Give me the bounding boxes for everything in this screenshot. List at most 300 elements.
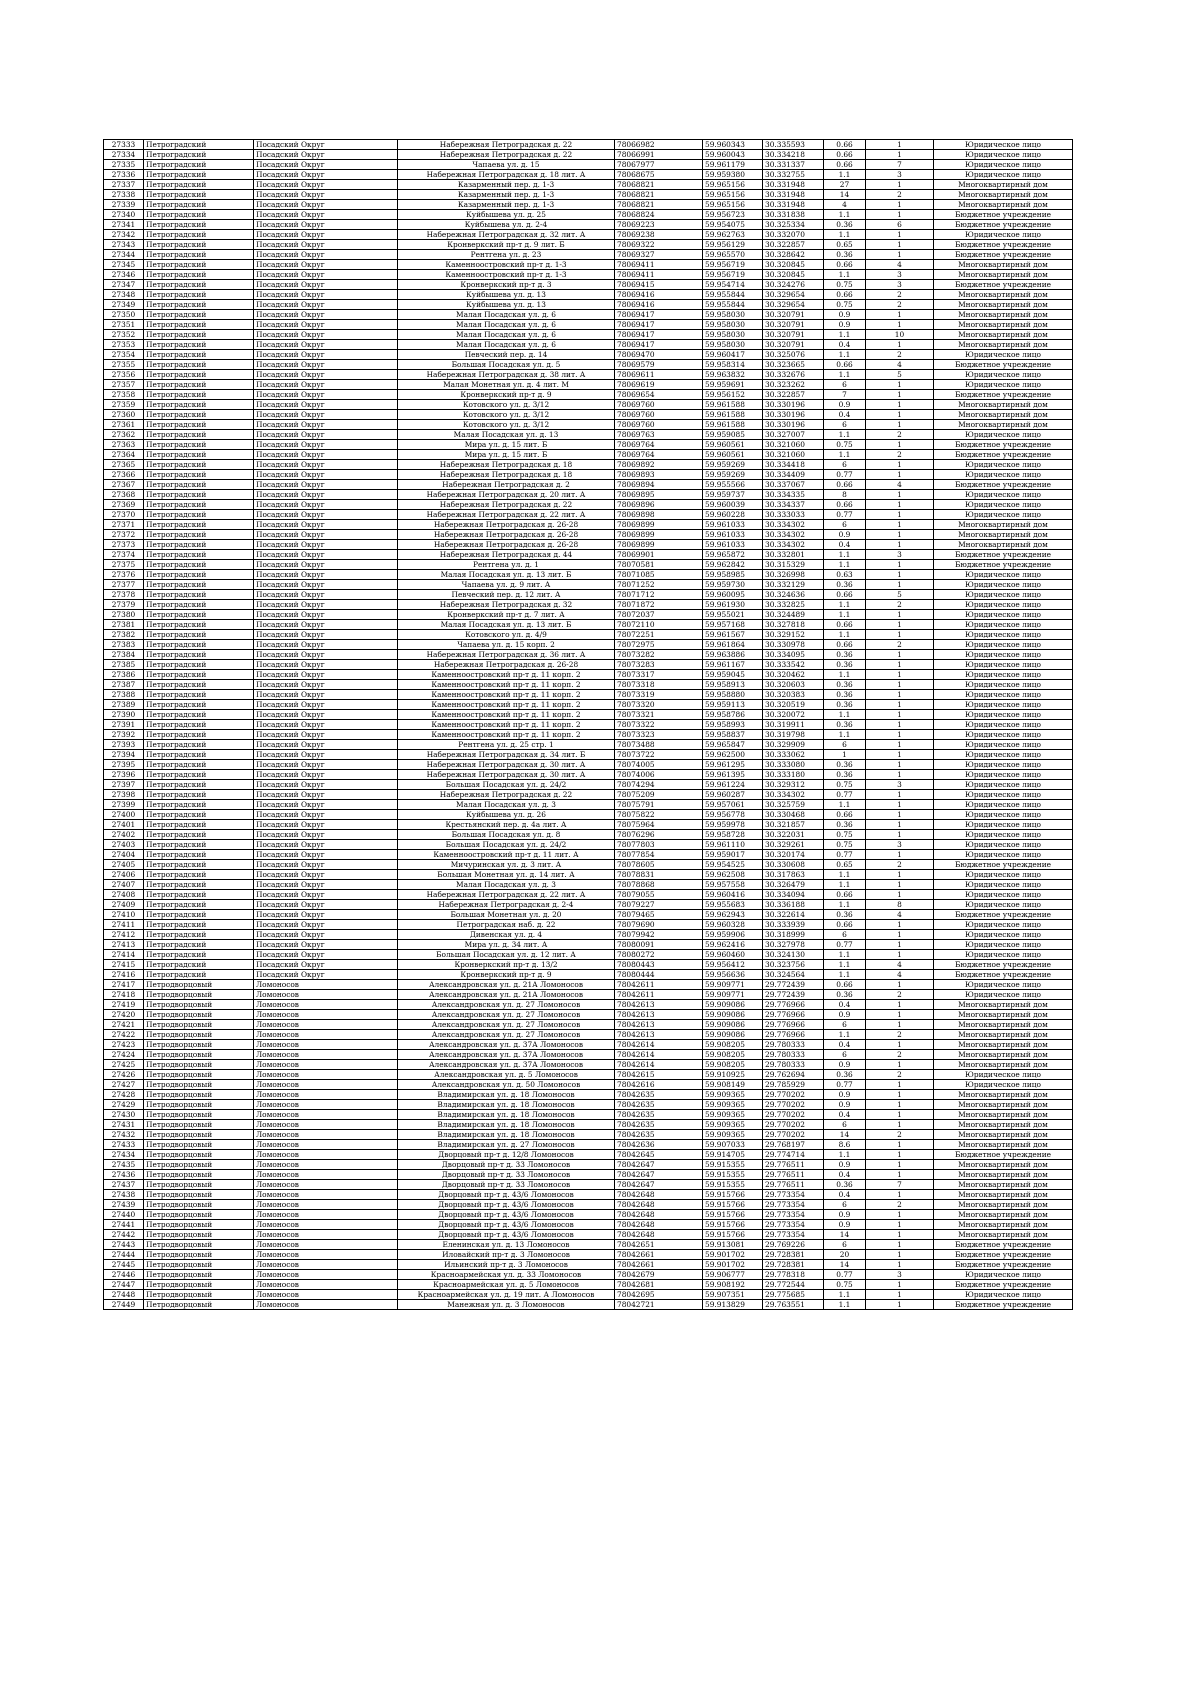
cell-owner-type: Бюджетное учреждение bbox=[934, 480, 1073, 490]
cell-district: Петродворцовый bbox=[144, 1130, 254, 1140]
table-row bbox=[104, 670, 1073, 680]
cell-count: 1 bbox=[866, 790, 934, 800]
cell-address: Малая Посадская ул. д. 6 bbox=[398, 310, 615, 320]
cell-count: 1 bbox=[866, 420, 934, 430]
cell-longitude: 29.770202 bbox=[763, 1090, 824, 1100]
cell-district: Петродворцовый bbox=[144, 1240, 254, 1250]
table-row bbox=[104, 620, 1073, 630]
cell-row-id: 27444 bbox=[104, 1250, 144, 1260]
cell-object-code: 78068824 bbox=[615, 210, 703, 220]
cell-address: Каменноостровский пр-т д. 11 корп. 2 bbox=[398, 730, 615, 740]
cell-municipality: Посадский Округ bbox=[254, 210, 398, 220]
cell-power-value: 0.66 bbox=[824, 360, 866, 370]
cell-address: Александровская ул. д. 5 Ломоносов bbox=[398, 1070, 615, 1080]
cell-power-value: 0.4 bbox=[824, 1190, 866, 1200]
cell-latitude: 59.959978 bbox=[703, 820, 763, 830]
cell-owner-type: Юридическое лицо bbox=[934, 830, 1073, 840]
cell-object-code: 78042611 bbox=[615, 990, 703, 1000]
cell-power-value: 0.63 bbox=[824, 570, 866, 580]
cell-count: 1 bbox=[866, 520, 934, 530]
cell-row-id: 27436 bbox=[104, 1170, 144, 1180]
cell-longitude: 30.322614 bbox=[763, 910, 824, 920]
cell-owner-type: Бюджетное учреждение bbox=[934, 970, 1073, 980]
cell-address: Александровская ул. д. 37А Ломоносов bbox=[398, 1060, 615, 1070]
cell-district: Петроградский bbox=[144, 430, 254, 440]
cell-district: Петроградский bbox=[144, 840, 254, 850]
cell-latitude: 59.961295 bbox=[703, 760, 763, 770]
cell-owner-type: Бюджетное учреждение bbox=[934, 960, 1073, 970]
cell-object-code: 78069417 bbox=[615, 320, 703, 330]
cell-power-value: 0.9 bbox=[824, 1100, 866, 1110]
cell-longitude: 30.319798 bbox=[763, 730, 824, 740]
table-row bbox=[104, 1190, 1073, 1200]
cell-district: Петроградский bbox=[144, 300, 254, 310]
table-row bbox=[104, 750, 1073, 760]
cell-municipality: Посадский Округ bbox=[254, 810, 398, 820]
cell-municipality: Ломоносов bbox=[254, 1250, 398, 1260]
cell-latitude: 59.962943 bbox=[703, 910, 763, 920]
cell-district: Петродворцовый bbox=[144, 1210, 254, 1220]
cell-object-code: 78069892 bbox=[615, 460, 703, 470]
cell-longitude: 30.334094 bbox=[763, 890, 824, 900]
cell-district: Петроградский bbox=[144, 900, 254, 910]
cell-owner-type: Бюджетное учреждение bbox=[934, 1260, 1073, 1270]
cell-municipality: Ломоносов bbox=[254, 1090, 398, 1100]
table-row bbox=[104, 400, 1073, 410]
cell-count: 1 bbox=[866, 980, 934, 990]
cell-longitude: 30.330196 bbox=[763, 420, 824, 430]
cell-latitude: 59.961110 bbox=[703, 840, 763, 850]
cell-object-code: 78069417 bbox=[615, 340, 703, 350]
cell-power-value: 1.1 bbox=[824, 670, 866, 680]
cell-municipality: Посадский Округ bbox=[254, 770, 398, 780]
cell-address: Малая Посадская ул. д. 13 лит. Б bbox=[398, 620, 615, 630]
cell-address: Чапаева ул. д. 15 корп. 2 bbox=[398, 640, 615, 650]
cell-row-id: 27368 bbox=[104, 490, 144, 500]
cell-address: Александровская ул. д. 27 Ломоносов bbox=[398, 1030, 615, 1040]
cell-power-value: 1.1 bbox=[824, 370, 866, 380]
cell-owner-type: Юридическое лицо bbox=[934, 870, 1073, 880]
cell-owner-type: Юридическое лицо bbox=[934, 850, 1073, 860]
cell-power-value: 1.1 bbox=[824, 630, 866, 640]
cell-municipality: Посадский Округ bbox=[254, 600, 398, 610]
cell-district: Петроградский bbox=[144, 790, 254, 800]
cell-count: 1 bbox=[866, 850, 934, 860]
cell-row-id: 27335 bbox=[104, 160, 144, 170]
cell-row-id: 27339 bbox=[104, 200, 144, 210]
cell-municipality: Ломоносов bbox=[254, 1300, 398, 1310]
cell-power-value: 0.4 bbox=[824, 1110, 866, 1120]
cell-row-id: 27363 bbox=[104, 440, 144, 450]
cell-longitude: 29.773354 bbox=[763, 1190, 824, 1200]
cell-object-code: 78066991 bbox=[615, 150, 703, 160]
cell-owner-type: Многоквартирный дом bbox=[934, 420, 1073, 430]
cell-object-code: 78042648 bbox=[615, 1200, 703, 1210]
table-row bbox=[104, 570, 1073, 580]
cell-latitude: 59.956719 bbox=[703, 260, 763, 270]
cell-object-code: 78042721 bbox=[615, 1300, 703, 1310]
cell-object-code: 78069579 bbox=[615, 360, 703, 370]
cell-district: Петродворцовый bbox=[144, 1270, 254, 1280]
cell-longitude: 30.330978 bbox=[763, 640, 824, 650]
table-row bbox=[104, 210, 1073, 220]
cell-longitude: 30.334095 bbox=[763, 650, 824, 660]
cell-latitude: 59.960417 bbox=[703, 350, 763, 360]
cell-municipality: Посадский Округ bbox=[254, 550, 398, 560]
cell-owner-type: Бюджетное учреждение bbox=[934, 1250, 1073, 1260]
table-row bbox=[104, 740, 1073, 750]
cell-row-id: 27350 bbox=[104, 310, 144, 320]
cell-owner-type: Многоквартирный дом bbox=[934, 540, 1073, 550]
cell-municipality: Ломоносов bbox=[254, 1010, 398, 1020]
cell-longitude: 30.331838 bbox=[763, 210, 824, 220]
cell-latitude: 59.915766 bbox=[703, 1200, 763, 1210]
cell-row-id: 27420 bbox=[104, 1010, 144, 1020]
cell-longitude: 29.772439 bbox=[763, 990, 824, 1000]
cell-power-value: 4 bbox=[824, 200, 866, 210]
cell-owner-type: Многоквартирный дом bbox=[934, 1160, 1073, 1170]
cell-owner-type: Бюджетное учреждение bbox=[934, 860, 1073, 870]
cell-count: 1 bbox=[866, 940, 934, 950]
cell-row-id: 27354 bbox=[104, 350, 144, 360]
table-row bbox=[104, 1080, 1073, 1090]
cell-owner-type: Юридическое лицо bbox=[934, 1290, 1073, 1300]
cell-count: 2 bbox=[866, 1070, 934, 1080]
cell-address: Большая Посадская ул. д. 8 bbox=[398, 830, 615, 840]
cell-row-id: 27431 bbox=[104, 1120, 144, 1130]
cell-object-code: 78073318 bbox=[615, 680, 703, 690]
table-row bbox=[104, 680, 1073, 690]
cell-count: 1 bbox=[866, 180, 934, 190]
cell-longitude: 30.318999 bbox=[763, 930, 824, 940]
cell-count: 1 bbox=[866, 1260, 934, 1270]
cell-latitude: 59.963886 bbox=[703, 650, 763, 660]
cell-latitude: 59.961033 bbox=[703, 540, 763, 550]
cell-district: Петроградский bbox=[144, 420, 254, 430]
cell-latitude: 59.906777 bbox=[703, 1270, 763, 1280]
cell-row-id: 27352 bbox=[104, 330, 144, 340]
cell-district: Петроградский bbox=[144, 680, 254, 690]
cell-latitude: 59.961395 bbox=[703, 770, 763, 780]
cell-row-id: 27360 bbox=[104, 410, 144, 420]
cell-latitude: 59.961567 bbox=[703, 630, 763, 640]
cell-count: 1 bbox=[866, 1090, 934, 1100]
cell-object-code: 78069901 bbox=[615, 550, 703, 560]
cell-object-code: 78069415 bbox=[615, 280, 703, 290]
cell-address: Малая Монетная ул. д. 4 лит. М bbox=[398, 380, 615, 390]
cell-object-code: 78079690 bbox=[615, 920, 703, 930]
table-row bbox=[104, 330, 1073, 340]
cell-district: Петроградский bbox=[144, 870, 254, 880]
cell-longitude: 29.776511 bbox=[763, 1160, 824, 1170]
cell-municipality: Ломоносов bbox=[254, 1220, 398, 1230]
cell-object-code: 78042679 bbox=[615, 1270, 703, 1280]
cell-count: 1 bbox=[866, 1250, 934, 1260]
cell-latitude: 59.909086 bbox=[703, 1020, 763, 1030]
cell-district: Петроградский bbox=[144, 530, 254, 540]
cell-count: 1 bbox=[866, 650, 934, 660]
cell-longitude: 29.763551 bbox=[763, 1300, 824, 1310]
cell-object-code: 78077803 bbox=[615, 840, 703, 850]
cell-municipality: Посадский Округ bbox=[254, 340, 398, 350]
cell-power-value: 0.36 bbox=[824, 220, 866, 230]
cell-row-id: 27397 bbox=[104, 780, 144, 790]
cell-power-value: 0.75 bbox=[824, 840, 866, 850]
table-row bbox=[104, 1020, 1073, 1030]
cell-municipality: Посадский Округ bbox=[254, 800, 398, 810]
cell-district: Петродворцовый bbox=[144, 1250, 254, 1260]
cell-count: 1 bbox=[866, 440, 934, 450]
cell-power-value: 6 bbox=[824, 1020, 866, 1030]
cell-owner-type: Бюджетное учреждение bbox=[934, 550, 1073, 560]
cell-longitude: 30.333939 bbox=[763, 920, 824, 930]
cell-row-id: 27387 bbox=[104, 680, 144, 690]
cell-power-value: 0.9 bbox=[824, 530, 866, 540]
cell-district: Петроградский bbox=[144, 400, 254, 410]
cell-owner-type: Многоквартирный дом bbox=[934, 1030, 1073, 1040]
cell-row-id: 27357 bbox=[104, 380, 144, 390]
cell-row-id: 27429 bbox=[104, 1100, 144, 1110]
cell-object-code: 78078605 bbox=[615, 860, 703, 870]
cell-power-value: 1.1 bbox=[824, 430, 866, 440]
cell-object-code: 78042648 bbox=[615, 1210, 703, 1220]
cell-longitude: 30.320174 bbox=[763, 850, 824, 860]
cell-latitude: 59.961588 bbox=[703, 410, 763, 420]
cell-address: Дворцовый пр-т д. 43/6 Ломоносов bbox=[398, 1220, 615, 1230]
table-row bbox=[104, 1170, 1073, 1180]
cell-count: 1 bbox=[866, 670, 934, 680]
cell-address: Каменноостровский пр-т д. 11 корп. 2 bbox=[398, 720, 615, 730]
table-row bbox=[104, 340, 1073, 350]
cell-longitude: 30.329312 bbox=[763, 780, 824, 790]
cell-district: Петроградский bbox=[144, 320, 254, 330]
cell-owner-type: Юридическое лицо bbox=[934, 900, 1073, 910]
cell-owner-type: Многоквартирный дом bbox=[934, 1060, 1073, 1070]
cell-district: Петродворцовый bbox=[144, 1290, 254, 1300]
cell-object-code: 78042613 bbox=[615, 1030, 703, 1040]
cell-municipality: Ломоносов bbox=[254, 1070, 398, 1080]
cell-longitude: 30.329152 bbox=[763, 630, 824, 640]
cell-count: 6 bbox=[866, 220, 934, 230]
cell-object-code: 78075209 bbox=[615, 790, 703, 800]
cell-address: Кронверкский пр-т д. 9 bbox=[398, 390, 615, 400]
table-row bbox=[104, 820, 1073, 830]
cell-object-code: 78069611 bbox=[615, 370, 703, 380]
cell-district: Петроградский bbox=[144, 160, 254, 170]
cell-municipality: Посадский Округ bbox=[254, 570, 398, 580]
table-row bbox=[104, 640, 1073, 650]
cell-latitude: 59.960228 bbox=[703, 510, 763, 520]
cell-row-id: 27358 bbox=[104, 390, 144, 400]
cell-row-id: 27356 bbox=[104, 370, 144, 380]
table-row bbox=[104, 320, 1073, 330]
cell-latitude: 59.962763 bbox=[703, 230, 763, 240]
cell-object-code: 78069223 bbox=[615, 220, 703, 230]
cell-object-code: 78042648 bbox=[615, 1230, 703, 1240]
cell-owner-type: Многоквартирный дом bbox=[934, 300, 1073, 310]
cell-object-code: 78042614 bbox=[615, 1040, 703, 1050]
cell-count: 1 bbox=[866, 210, 934, 220]
cell-object-code: 78068821 bbox=[615, 180, 703, 190]
cell-address: Котовского ул. д. 3/12 bbox=[398, 410, 615, 420]
cell-owner-type: Юридическое лицо bbox=[934, 610, 1073, 620]
cell-district: Петроградский bbox=[144, 150, 254, 160]
cell-owner-type: Юридическое лицо bbox=[934, 1070, 1073, 1080]
cell-municipality: Посадский Округ bbox=[254, 370, 398, 380]
cell-row-id: 27430 bbox=[104, 1110, 144, 1120]
cell-address: Набережная Петроградская д. 18 bbox=[398, 460, 615, 470]
cell-object-code: 78073282 bbox=[615, 650, 703, 660]
table-row bbox=[104, 1300, 1073, 1310]
cell-owner-type: Юридическое лицо bbox=[934, 980, 1073, 990]
cell-longitude: 30.330196 bbox=[763, 410, 824, 420]
cell-address: Набережная Петроградская д. 22 лит. А bbox=[398, 890, 615, 900]
cell-latitude: 59.914705 bbox=[703, 1150, 763, 1160]
cell-latitude: 59.962508 bbox=[703, 870, 763, 880]
cell-power-value: 6 bbox=[824, 1200, 866, 1210]
cell-owner-type: Юридическое лицо bbox=[934, 350, 1073, 360]
cell-district: Петроградский bbox=[144, 830, 254, 840]
table-row bbox=[104, 610, 1073, 620]
cell-address: Набережная Петроградская д. 36 лит. А bbox=[398, 650, 615, 660]
cell-latitude: 59.965156 bbox=[703, 200, 763, 210]
cell-longitude: 30.336188 bbox=[763, 900, 824, 910]
cell-object-code: 78069895 bbox=[615, 490, 703, 500]
cell-owner-type: Многоквартирный дом bbox=[934, 1190, 1073, 1200]
cell-row-id: 27435 bbox=[104, 1160, 144, 1170]
cell-municipality: Посадский Округ bbox=[254, 660, 398, 670]
cell-municipality: Посадский Округ bbox=[254, 970, 398, 980]
cell-longitude: 30.323665 bbox=[763, 360, 824, 370]
cell-row-id: 27334 bbox=[104, 150, 144, 160]
cell-row-id: 27406 bbox=[104, 870, 144, 880]
cell-address: Малая Посадская ул. д. 13 лит. Б bbox=[398, 570, 615, 580]
cell-owner-type: Бюджетное учреждение bbox=[934, 1240, 1073, 1250]
cell-count: 1 bbox=[866, 760, 934, 770]
cell-longitude: 30.334409 bbox=[763, 470, 824, 480]
cell-power-value: 1.1 bbox=[824, 450, 866, 460]
cell-owner-type: Юридическое лицо bbox=[934, 740, 1073, 750]
cell-district: Петроградский bbox=[144, 710, 254, 720]
cell-latitude: 59.961864 bbox=[703, 640, 763, 650]
cell-latitude: 59.958728 bbox=[703, 830, 763, 840]
cell-object-code: 78073323 bbox=[615, 730, 703, 740]
cell-address: Дворцовый пр-т д. 33 Ломоносов bbox=[398, 1170, 615, 1180]
table-row bbox=[104, 780, 1073, 790]
cell-owner-type: Бюджетное учреждение bbox=[934, 240, 1073, 250]
cell-latitude: 59.961588 bbox=[703, 400, 763, 410]
cell-object-code: 78079055 bbox=[615, 890, 703, 900]
cell-owner-type: Многоквартирный дом bbox=[934, 1010, 1073, 1020]
cell-district: Петроградский bbox=[144, 250, 254, 260]
cell-address: Большая Монетная ул. д. 14 лит. А bbox=[398, 870, 615, 880]
cell-row-id: 27423 bbox=[104, 1040, 144, 1050]
cell-longitude: 30.332676 bbox=[763, 370, 824, 380]
cell-municipality: Посадский Округ bbox=[254, 140, 398, 150]
cell-object-code: 78042635 bbox=[615, 1110, 703, 1120]
cell-count: 1 bbox=[866, 660, 934, 670]
cell-power-value: 0.75 bbox=[824, 440, 866, 450]
cell-row-id: 27344 bbox=[104, 250, 144, 260]
cell-owner-type: Юридическое лицо bbox=[934, 780, 1073, 790]
cell-latitude: 59.954525 bbox=[703, 860, 763, 870]
cell-latitude: 59.901702 bbox=[703, 1250, 763, 1260]
cell-row-id: 27342 bbox=[104, 230, 144, 240]
cell-owner-type: Многоквартирный дом bbox=[934, 1170, 1073, 1180]
cell-count: 1 bbox=[866, 930, 934, 940]
cell-address: Набережная Петроградская д. 22 bbox=[398, 790, 615, 800]
table-row bbox=[104, 920, 1073, 930]
cell-owner-type: Юридическое лицо bbox=[934, 760, 1073, 770]
cell-address: Каменноостровский пр-т д. 1-3 bbox=[398, 260, 615, 270]
cell-municipality: Посадский Округ bbox=[254, 270, 398, 280]
cell-district: Петроградский bbox=[144, 600, 254, 610]
cell-latitude: 59.958913 bbox=[703, 680, 763, 690]
cell-longitude: 30.329654 bbox=[763, 300, 824, 310]
cell-municipality: Посадский Округ bbox=[254, 790, 398, 800]
cell-address: Набережная Петроградская д. 30 лит. А bbox=[398, 770, 615, 780]
cell-latitude: 59.908205 bbox=[703, 1040, 763, 1050]
cell-owner-type: Бюджетное учреждение bbox=[934, 220, 1073, 230]
cell-municipality: Посадский Округ bbox=[254, 870, 398, 880]
cell-count: 8 bbox=[866, 900, 934, 910]
cell-power-value: 0.75 bbox=[824, 780, 866, 790]
cell-municipality: Посадский Округ bbox=[254, 910, 398, 920]
cell-district: Петроградский bbox=[144, 490, 254, 500]
table-row bbox=[104, 960, 1073, 970]
cell-power-value: 0.66 bbox=[824, 920, 866, 930]
cell-municipality: Посадский Округ bbox=[254, 180, 398, 190]
cell-longitude: 30.327818 bbox=[763, 620, 824, 630]
cell-district: Петроградский bbox=[144, 930, 254, 940]
cell-address: Кронверкский пр-т д. 9 лит. Б bbox=[398, 240, 615, 250]
cell-address: Александровская ул. д. 37А Ломоносов bbox=[398, 1040, 615, 1050]
cell-power-value: 0.65 bbox=[824, 240, 866, 250]
cell-municipality: Посадский Округ bbox=[254, 310, 398, 320]
cell-row-id: 27369 bbox=[104, 500, 144, 510]
cell-count: 4 bbox=[866, 960, 934, 970]
cell-owner-type: Многоквартирный дом bbox=[934, 1210, 1073, 1220]
cell-object-code: 78042614 bbox=[615, 1060, 703, 1070]
cell-longitude: 29.762694 bbox=[763, 1070, 824, 1080]
cell-municipality: Посадский Округ bbox=[254, 240, 398, 250]
cell-object-code: 78042613 bbox=[615, 1010, 703, 1020]
cell-latitude: 59.959906 bbox=[703, 930, 763, 940]
cell-district: Петроградский bbox=[144, 720, 254, 730]
cell-address: Большая Посадская ул. д. 24/2 bbox=[398, 780, 615, 790]
cell-district: Петроградский bbox=[144, 450, 254, 460]
cell-object-code: 78079227 bbox=[615, 900, 703, 910]
cell-address: Дворцовый пр-т д. 43/6 Ломоносов bbox=[398, 1190, 615, 1200]
cell-municipality: Посадский Округ bbox=[254, 380, 398, 390]
cell-district: Петроградский bbox=[144, 860, 254, 870]
cell-district: Петроградский bbox=[144, 540, 254, 550]
cell-municipality: Посадский Округ bbox=[254, 880, 398, 890]
cell-address: Чапаева ул. д. 15 bbox=[398, 160, 615, 170]
cell-object-code: 78042681 bbox=[615, 1280, 703, 1290]
cell-municipality: Ломоносов bbox=[254, 1040, 398, 1050]
cell-district: Петроградский bbox=[144, 440, 254, 450]
cell-address: Набережная Петроградская д. 32 bbox=[398, 600, 615, 610]
cell-count: 1 bbox=[866, 1150, 934, 1160]
cell-owner-type: Юридическое лицо bbox=[934, 630, 1073, 640]
cell-row-id: 27402 bbox=[104, 830, 144, 840]
cell-district: Петроградский bbox=[144, 940, 254, 950]
cell-longitude: 30.326998 bbox=[763, 570, 824, 580]
cell-municipality: Ломоносов bbox=[254, 1190, 398, 1200]
cell-object-code: 78069411 bbox=[615, 260, 703, 270]
cell-row-id: 27355 bbox=[104, 360, 144, 370]
